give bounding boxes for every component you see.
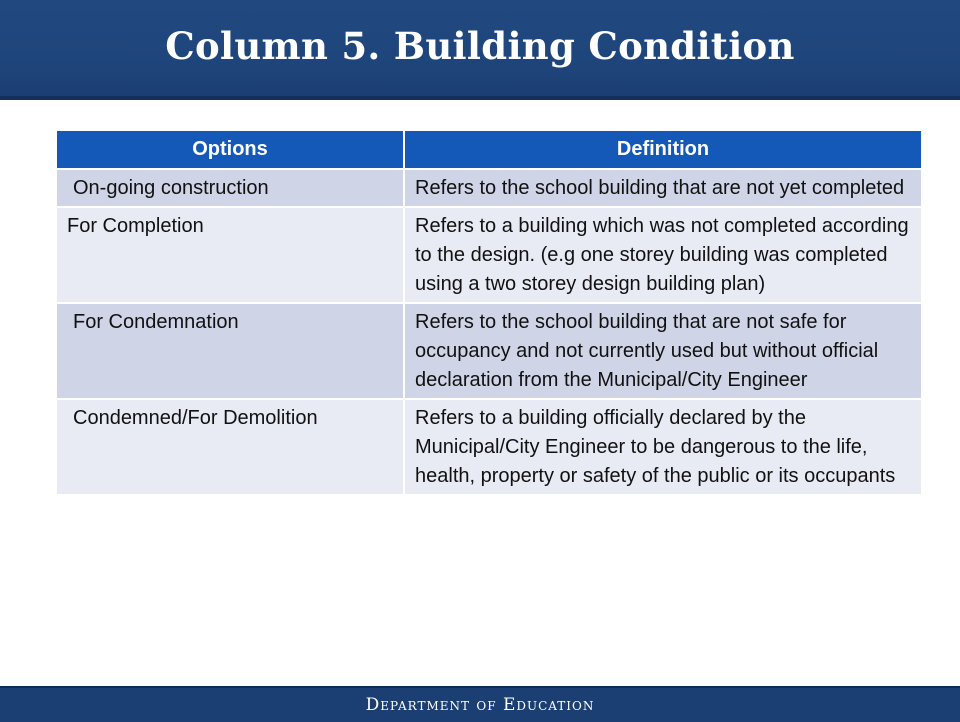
building-condition-table — [57, 131, 921, 496]
option-cell: For Completion — [57, 207, 404, 303]
option-cell: For Condemnation — [57, 303, 404, 399]
table-row — [57, 169, 921, 207]
header-options: Options — [57, 131, 404, 169]
table-row — [57, 399, 921, 495]
footer-bar — [0, 686, 960, 722]
option-cell: Condemned/For Demolition — [57, 399, 404, 495]
definition-cell: Refers to a building officially declared by the Municipal/City Engineer to be dangerous to the life, health, property or safety of the public or its occupants — [404, 399, 921, 495]
table-header-row — [57, 131, 921, 169]
table-row — [57, 207, 921, 303]
footer-department-label: Department of Education — [365, 695, 595, 715]
table-row — [57, 303, 921, 399]
definition-cell: Refers to the school building that are not yet completed — [404, 169, 921, 207]
slide-title: Column 5. Building Condition — [165, 24, 795, 68]
header-definition: Definition — [404, 131, 921, 169]
definition-cell: Refers to the school building that are not safe for occupancy and not currently used but without official declaration from the Municipal/City Engineer — [404, 303, 921, 399]
title-bar — [0, 0, 960, 100]
option-cell: On-going construction — [57, 169, 404, 207]
definition-cell: Refers to a building which was not completed according to the design. (e.g one storey building was completed using a two storey design building plan) — [404, 207, 921, 303]
